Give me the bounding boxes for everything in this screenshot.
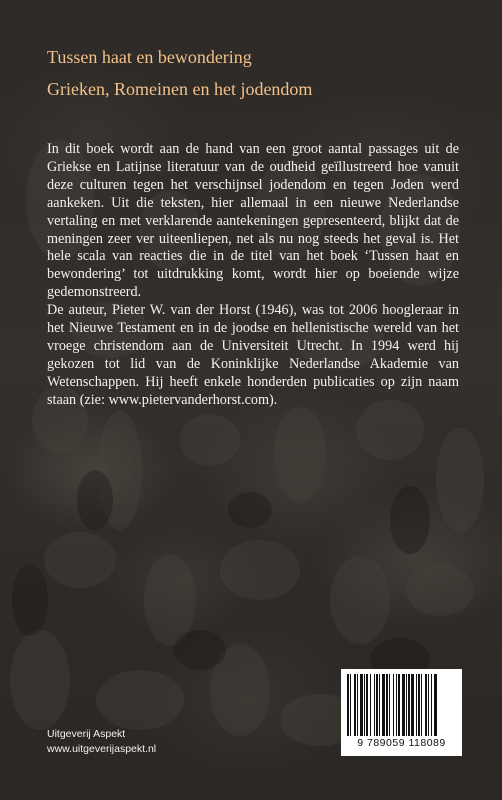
publisher-website: www.uitgeverijaspekt.nl <box>47 743 157 755</box>
publisher-info <box>47 727 156 757</box>
blurb <box>47 141 459 410</box>
blurb-paragraph-author: De auteur, Pieter W. van der Horst (1946), was tot 2006 hoogleraar in het Nieuwe Testament en in de joodse en hellenistische wereld van het vroege christendom aan de Universiteit Utrecht. In 1994 werd hij gekozen tot lid van de Koninklijke Nederlandse Akademie van Wetenschappen. Hij heeft enkele honderden publicaties op zijn naam staan (zie: www.pietervanderhorst.com). <box>47 302 459 408</box>
book-title: Tussen haat en bewondering <box>47 47 252 67</box>
publisher-name: Uitgeverij Aspekt <box>47 728 126 740</box>
blurb-paragraph-description: In dit boek wordt aan de hand van een groot aantal passages uit de Griekse en Latijnse literatuur van de oudheid geïllustreerd hoe vanuit deze culturen tegen het verschijnsel jodendom en tegen Joden werd aankeken. Uit die teksten, hier allemaal in een nieuwe Nederlandse vertaling en met verklarende aantekeningen gepresenteerd, blijkt dat de meningen zeer ver uiteenliepen, net als nu nog steeds het geval is. Het hele scala van reacties die in de titel van het boek ‘Tussen haat en bewondering’ tot uitdrukking komt, wordt hier op boeiende wijze gedemonstreerd. <box>47 141 459 301</box>
book-subtitle: Grieken, Romeinen en het jodendom <box>47 79 313 99</box>
isbn-number: 9 789059 118089 <box>357 737 446 749</box>
isbn-barcode <box>341 669 462 756</box>
barcode-bars <box>347 674 456 736</box>
